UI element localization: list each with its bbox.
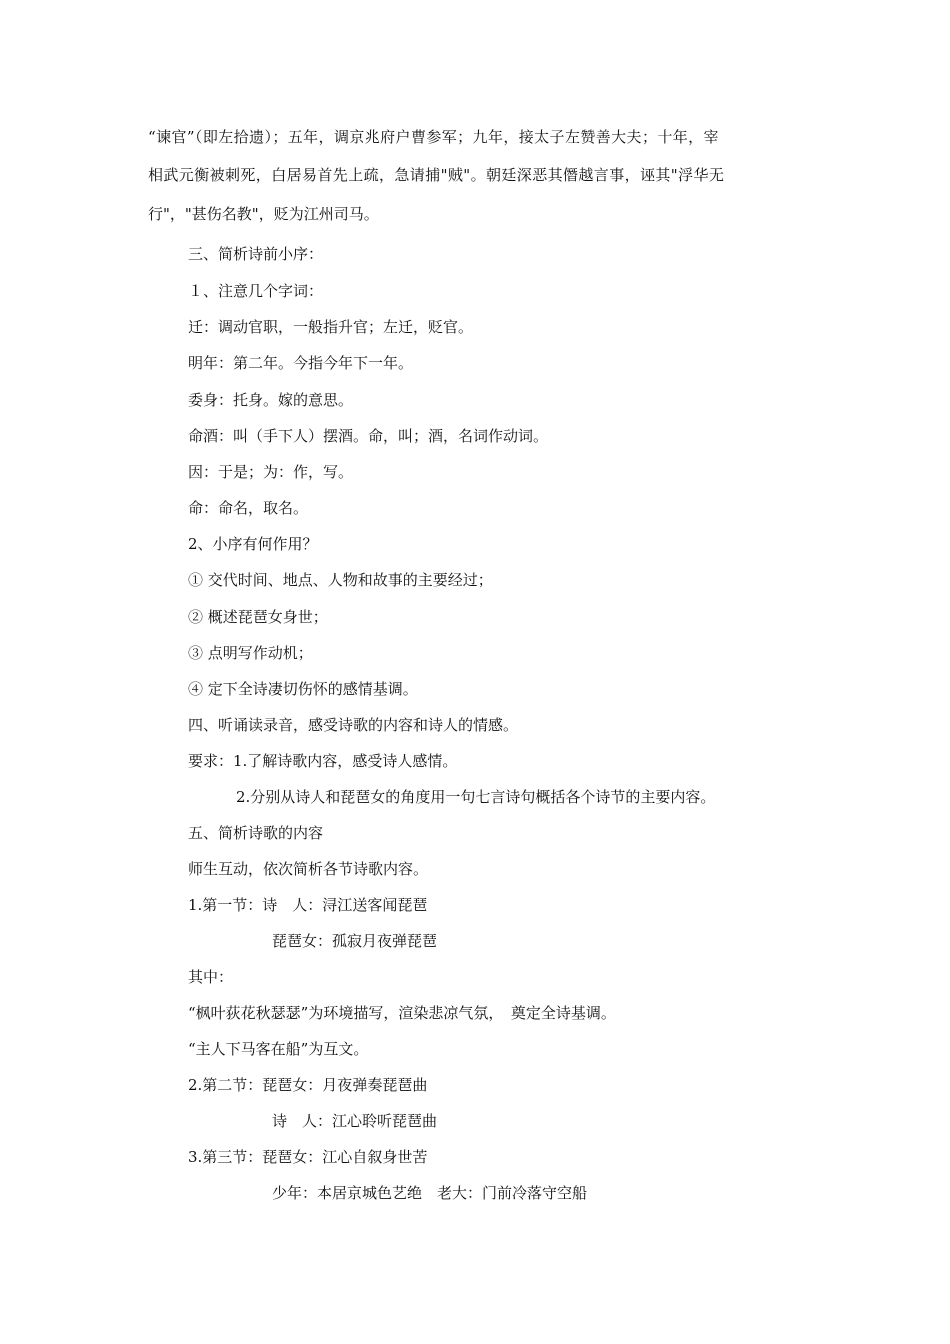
stanza-2-poet: 诗 人：江心聆听琵琶曲 [272, 1112, 438, 1130]
word-item: 命：命名，取名。 [188, 499, 309, 517]
note-2: “主人下马客在船”为互文。 [188, 1040, 369, 1058]
section-5-intro: 师生互动，依次简析各节诗歌内容。 [188, 860, 429, 878]
section-3-heading: 三、简析诗前小序： [188, 245, 324, 263]
stanza-1-poet: 1.第一节：诗 人：浔江送客闻琵琶 [188, 896, 428, 914]
function-item: ④ 定下全诗凄切伤怀的感情基调。 [188, 680, 418, 698]
among-label: 其中： [188, 968, 234, 986]
word-item: 委身：托身。嫁的意思。 [188, 391, 354, 409]
section-5-heading: 五、简析诗歌的内容 [188, 824, 324, 842]
stanza-1-pipa: 琵琶女：孤寂月夜弹琵琶 [272, 932, 438, 950]
function-item: ③ 点明写作动机； [188, 644, 313, 662]
section-4-heading: 四、听诵读录音，感受诗歌的内容和诗人的情感。 [188, 716, 519, 734]
stanza-3-pipa: 3.第三节：琵琶女：江心自叙身世苦 [188, 1148, 428, 1166]
section-3-sub-1: １、注意几个字词： [188, 282, 324, 300]
note-1: “枫叶荻花秋瑟瑟”为环境描写，渲染悲凉气氛， 奠定全诗基调。 [188, 1004, 616, 1022]
function-item: ② 概述琵琶女身世； [188, 608, 328, 626]
stanza-2-pipa: 2.第二节：琵琶女：月夜弹奏琵琶曲 [188, 1076, 428, 1094]
section-3-sub-2: 2、小序有何作用？ [188, 535, 318, 553]
word-item: 明年：第二年。今指今年下一年。 [188, 354, 414, 372]
function-item: ① 交代时间、地点、人物和故事的主要经过； [188, 571, 493, 589]
word-item: 因：于是；为：作，写。 [188, 463, 354, 481]
word-item: 命酒：叫（手下人）摆酒。命，叫；酒，名词作动词。 [188, 427, 549, 445]
word-item: 迁：调动官职，一般指升官；左迁，贬官。 [188, 318, 474, 336]
requirement-2: 2.分别从诗人和琵琶女的角度用一句七言诗句概括各个诗节的主要内容。 [236, 788, 716, 806]
intro-line-3: 行"，"甚伤名教"，贬为江州司马。 [148, 205, 379, 223]
stanza-3-detail: 少年：本居京城色艺绝 老大：门前冷落守空船 [272, 1184, 588, 1202]
intro-line-2: 相武元衡被刺死，白居易首先上疏，急请捕"贼"。朝廷深恶其僭越言事，诬其"浮华无 [148, 166, 725, 184]
requirement-1: 要求：1.了解诗歌内容，感受诗人感情。 [188, 752, 458, 770]
intro-line-1: “谏官”（即左拾遗）；五年，调京兆府户曹参军；九年，接太子左赞善大夫；十年，宰 [148, 128, 719, 146]
